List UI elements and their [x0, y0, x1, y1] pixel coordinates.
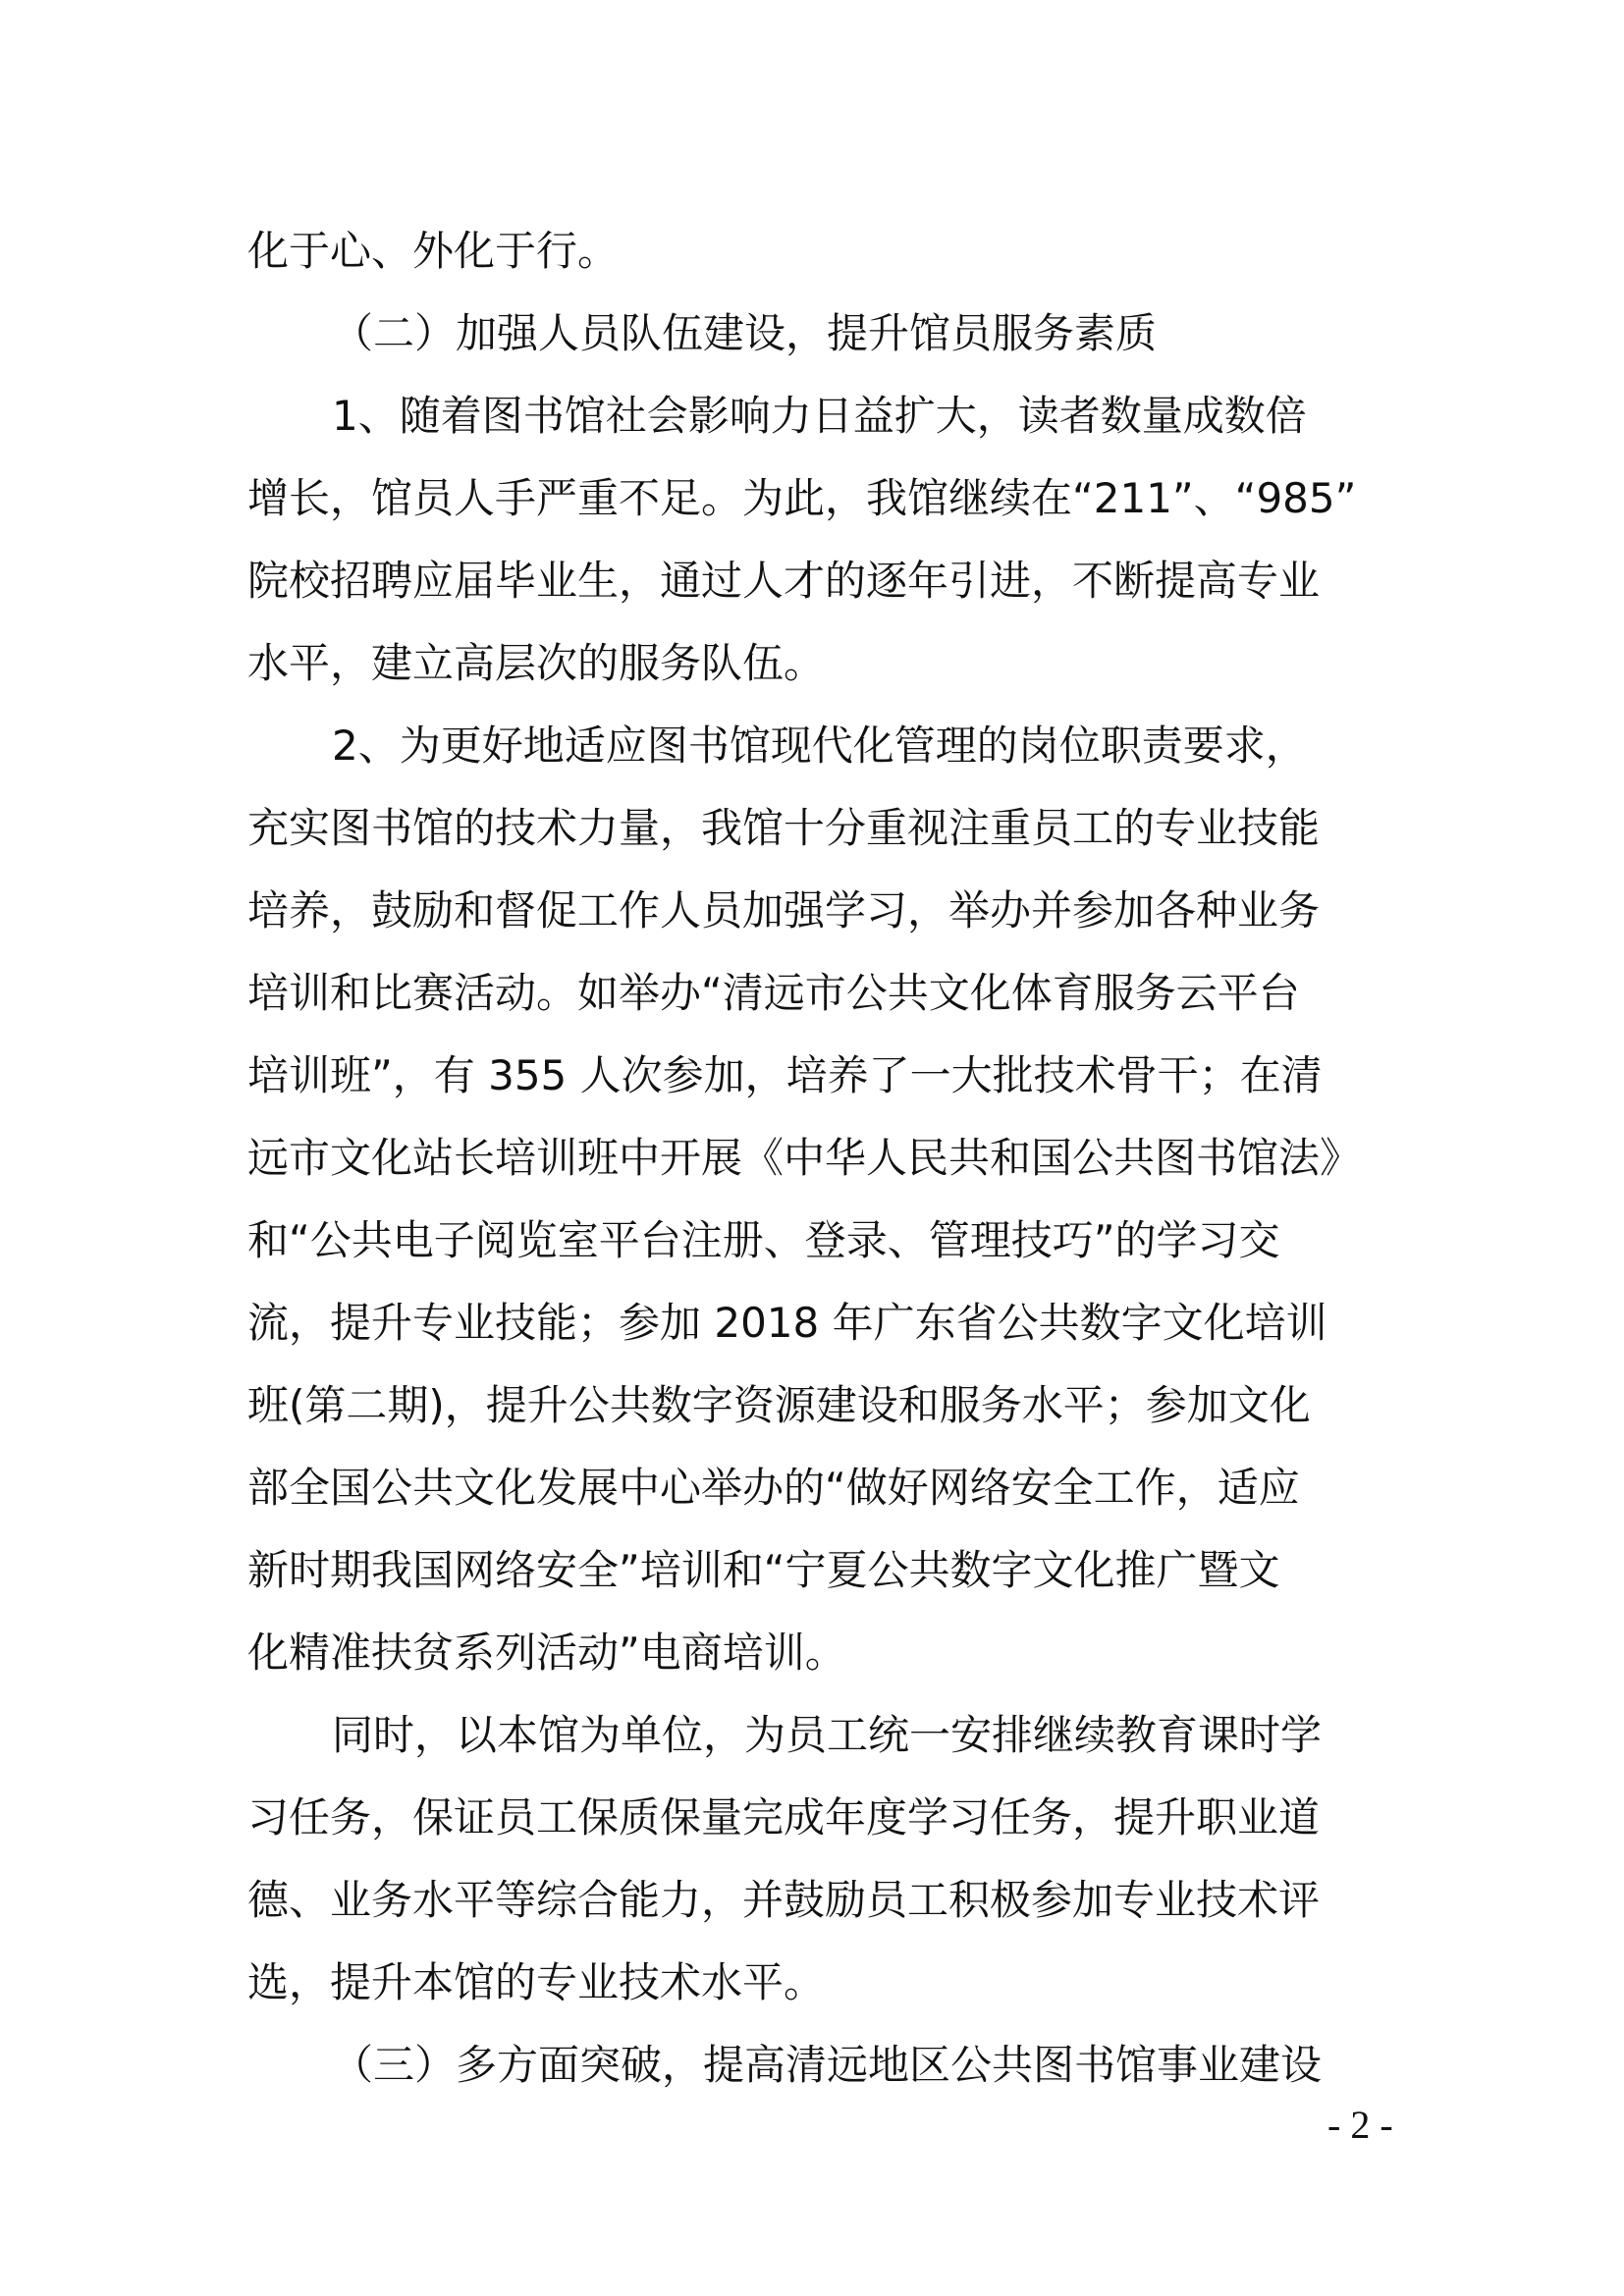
text-line: 水平，建立高层次的服务队伍。 — [247, 639, 826, 687]
text-line: 化精准扶贫系列活动”电商培训。 — [247, 1629, 846, 1677]
text-line: 班(第二期)，提升公共数字资源建设和服务水平；参加文化 — [247, 1381, 1311, 1429]
text-line: 和“公共电子阅览室平台注册、登录、管理技巧”的学习交 — [247, 1216, 1280, 1264]
section-heading: （三）多方面突破，提高清远地区公共图书馆事业建设 — [332, 2041, 1323, 2089]
text-line: 化于心、外化于行。 — [247, 227, 620, 275]
text-line: 培养，鼓励和督促工作人员加强学习，举办并参加各种业务 — [247, 886, 1321, 934]
text-line: 部全国公共文化发展中心举办的“做好网络安全工作，适应 — [247, 1464, 1300, 1512]
text-line: 习任务，保证员工保质保量完成年度学习任务，提升职业道 — [247, 1793, 1321, 1842]
text-line: 院校招聘应届毕业生，通过人才的逐年引进，不断提高专业 — [247, 557, 1321, 605]
text-line: 选，提升本馆的专业技术水平。 — [247, 1958, 826, 2006]
text-line: 同时，以本馆为单位，为员工统一安排继续教育课时学 — [332, 1711, 1323, 1759]
section-heading: （二）加强人员队伍建设，提升馆员服务素质 — [332, 309, 1158, 357]
text-line: 1、随着图书馆社会影响力日益扩大，读者数量成数倍 — [332, 392, 1307, 440]
text-line: 2、为更好地适应图书馆现代化管理的岗位职责要求， — [332, 721, 1307, 770]
text-line: 新时期我国网络安全”培训和“宁夏公共数字文化推广暨文 — [247, 1546, 1280, 1594]
page-number: - 2 - — [1327, 2103, 1393, 2147]
text-line: 充实图书馆的技术力量，我馆十分重视注重员工的专业技能 — [247, 804, 1321, 852]
text-line: 培训和比赛活动。如举办“清远市公共文化体育服务云平台 — [247, 969, 1300, 1017]
text-line: 培训班”，有 355 人次参加，培养了一大批技术骨干；在清 — [247, 1051, 1323, 1099]
text-line: 增长，馆员人手严重不足。为此，我馆继续在“211”、“985” — [247, 474, 1357, 522]
text-line: 流，提升专业技能；参加 2018 年广东省公共数字文化培训 — [247, 1299, 1327, 1347]
text-line: 远市文化站长培训班中开展《中华人民共和国公共图书馆法》 — [247, 1134, 1362, 1182]
text-line: 德、业务水平等综合能力，并鼓励员工积极参加专业技术评 — [247, 1876, 1321, 1924]
